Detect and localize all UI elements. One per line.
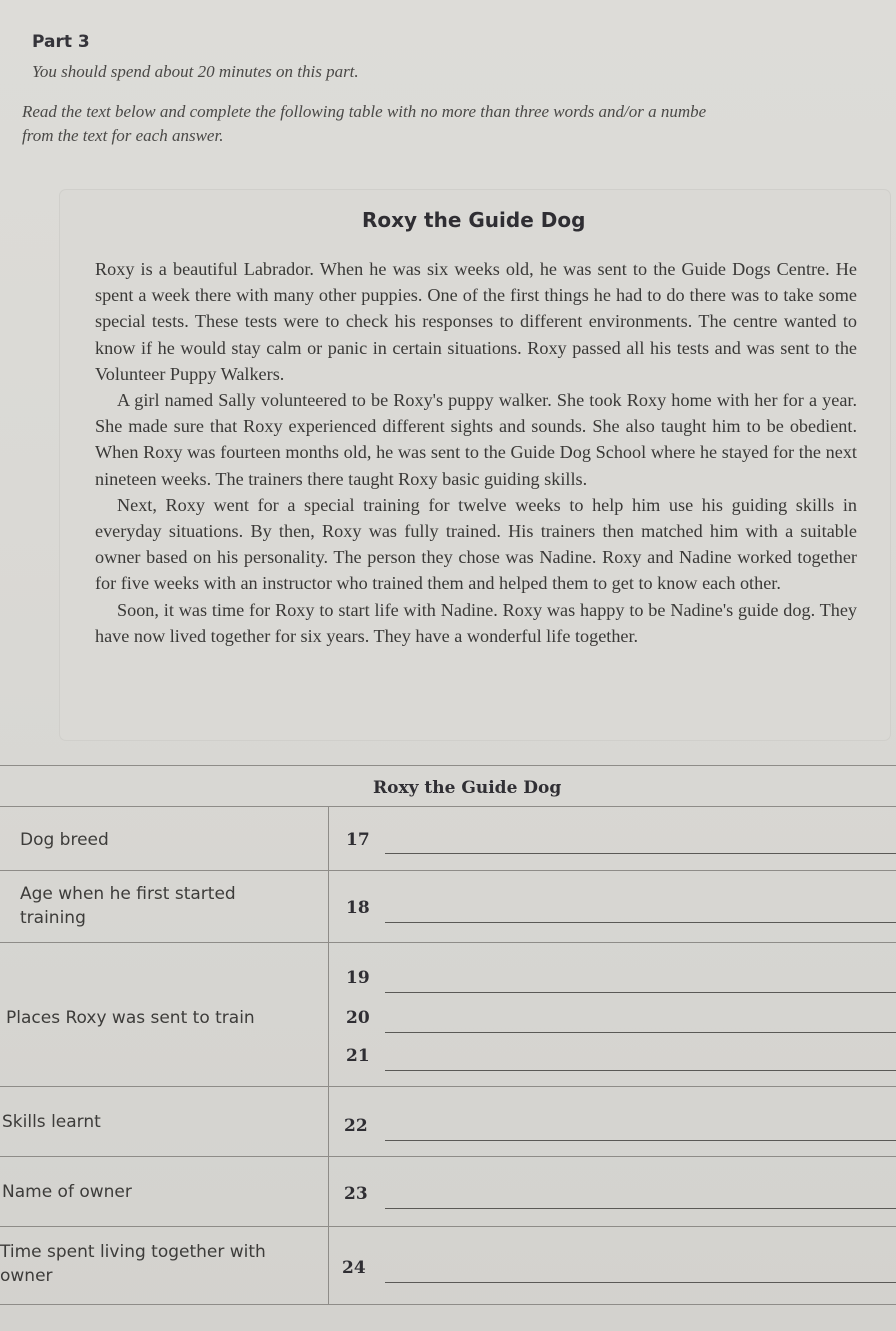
passage-paragraph-1: Roxy is a beautiful Labrador. When he was six weeks old, he was sent to the Guide Dogs Centre. He spent a week there with many other puppies. One of the first things he had to do there was to take some special tests. These tests were to check his responses to different environments. The centre wanted to know if he would stay calm or panic in certain situations. Roxy passed all his tests and was sent to the Volunteer Puppy Walkers.	[95, 259, 857, 384]
table-top-border	[0, 765, 896, 766]
row-divider	[0, 1156, 896, 1157]
row-label-owner: Name of owner	[2, 1182, 132, 1202]
answer-blank-21[interactable]	[385, 1070, 896, 1071]
answer-blank-19[interactable]	[385, 992, 896, 993]
row-label-time	[0, 1240, 266, 1288]
row-label-time-line-1: Time spent living together with	[0, 1242, 266, 1262]
row-divider	[0, 870, 896, 871]
passage-paragraph-4: Soon, it was time for Roxy to start life with Nadine. Roxy was happy to be Nadine's guide dog. They have now lived together for six years. They have a wonderful life together.	[95, 599, 857, 646]
row-label-age-line-2: training	[20, 908, 86, 928]
row-label-skills: Skills learnt	[2, 1112, 101, 1132]
time-instruction: You should spend about 20 minutes on this part.	[32, 62, 359, 81]
question-number-18: 18	[346, 898, 370, 918]
row-divider	[0, 942, 896, 943]
task-instruction-line-1: Read the text below and complete the following table with no more than three words and/or a numbe	[22, 102, 707, 121]
answer-blank-17[interactable]	[385, 853, 896, 854]
question-number-20: 20	[346, 1008, 370, 1028]
question-number-24: 24	[342, 1258, 366, 1278]
question-number-17: 17	[346, 830, 370, 850]
question-number-21: 21	[346, 1046, 370, 1066]
table-bottom-border	[0, 1304, 896, 1305]
answer-blank-18[interactable]	[385, 922, 896, 923]
question-number-19: 19	[346, 968, 370, 988]
question-number-22: 22	[344, 1116, 368, 1136]
row-divider	[0, 1226, 896, 1227]
row-label-age	[20, 882, 236, 930]
answer-blank-20[interactable]	[385, 1032, 896, 1033]
table-title: Roxy the Guide Dog	[373, 778, 562, 798]
table-header-divider	[0, 806, 896, 807]
passage-title: Roxy the Guide Dog	[362, 208, 586, 232]
row-label-time-line-2: owner	[0, 1266, 53, 1286]
row-label-dog-breed: Dog breed	[20, 830, 109, 850]
part-heading: Part 3	[32, 32, 90, 52]
passage-paragraph-2: A girl named Sally volunteered to be Roxy's puppy walker. She took Roxy home with her for a year. She made sure that Roxy experienced different sights and sounds. She also taught him to be obedient. When Roxy was fourteen months old, he was sent to the Guide Dog School where he stayed for the next nineteen weeks. The trainers there taught Roxy basic guiding skills.	[95, 390, 857, 489]
answer-blank-22[interactable]	[385, 1140, 896, 1141]
answer-blank-23[interactable]	[385, 1208, 896, 1209]
row-label-age-line-1: Age when he first started	[20, 884, 236, 904]
question-number-23: 23	[344, 1184, 368, 1204]
passage-text	[95, 256, 857, 649]
row-label-places: Places Roxy was sent to train	[6, 1008, 255, 1028]
passage-paragraph-3: Next, Roxy went for a special training for twelve weeks to help him use his guiding skills in everyday situations. By then, Roxy was fully trained. His trainers then matched him with a suitable owner based on his personality. The person they chose was Nadine. Roxy and Nadine worked together for five weeks with an instructor who trained them and helped them to get to know each other.	[95, 494, 857, 594]
task-instruction	[22, 100, 896, 148]
row-divider	[0, 1086, 896, 1087]
answer-blank-24[interactable]	[385, 1282, 896, 1283]
table-column-divider	[328, 806, 329, 1304]
task-instruction-line-2: from the text for each answer.	[22, 126, 224, 145]
